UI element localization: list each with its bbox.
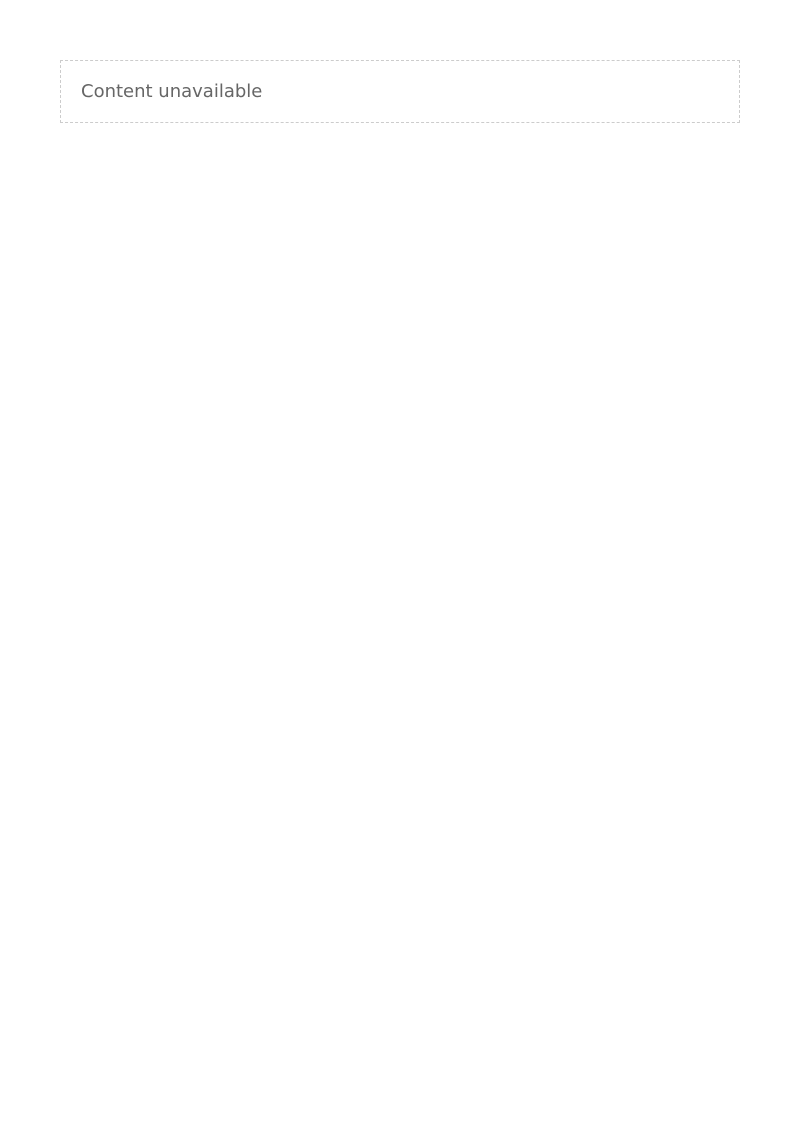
placeholder-text: Content unavailable [60,60,740,123]
